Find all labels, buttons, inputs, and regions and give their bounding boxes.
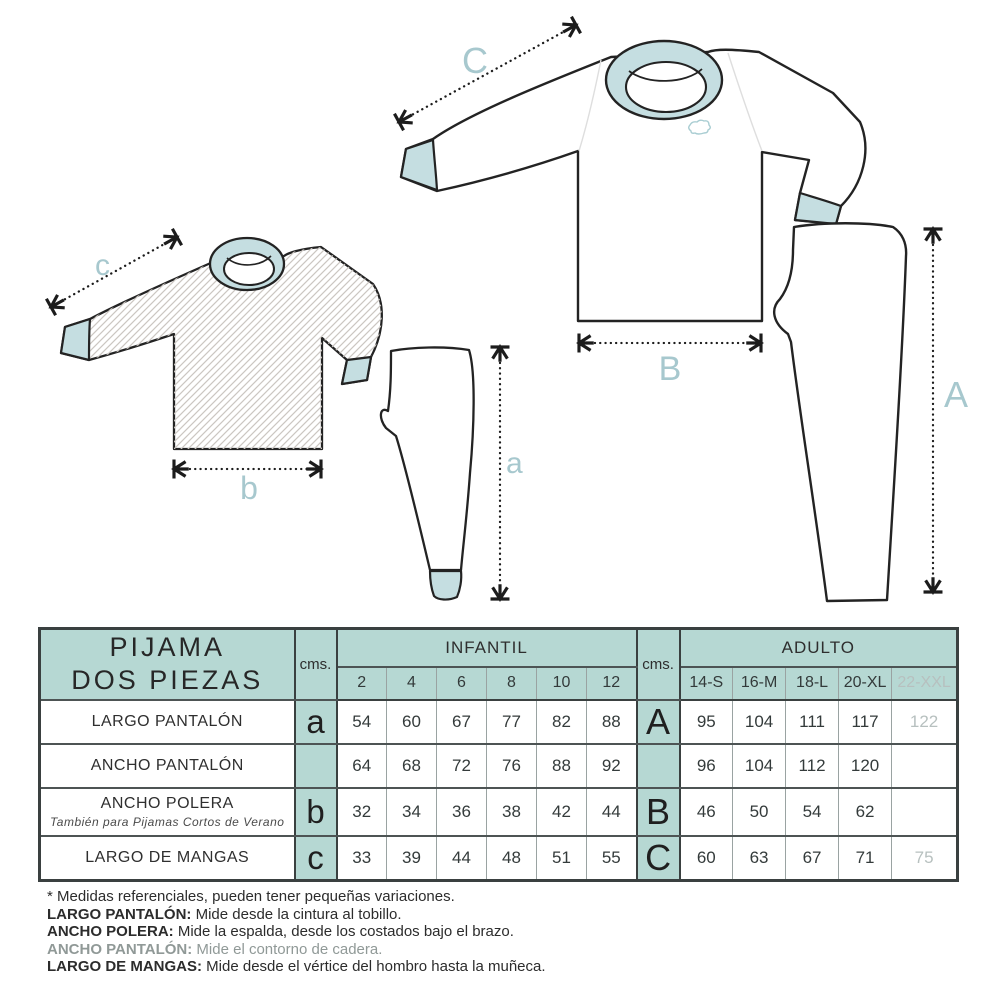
letter-cell-child: c — [295, 836, 337, 881]
size-header: 20-XL — [839, 667, 892, 700]
size-header-faded: 22-XXL — [892, 667, 958, 700]
letter-cell-child: b — [295, 788, 337, 836]
value-cell: 33 — [337, 836, 387, 881]
letter-cell-adult — [637, 744, 680, 788]
value-cell: 82 — [537, 700, 587, 744]
value-cell: 120 — [839, 744, 892, 788]
value-cell: 76 — [487, 744, 537, 788]
footnote-label: LARGO PANTALÓN: — [47, 905, 192, 923]
footnote-text: * Medidas referenciales, pueden tener pequeñas variaciones. — [47, 888, 455, 905]
value-cell: 62 — [839, 788, 892, 836]
value-cell: 88 — [587, 700, 637, 744]
unit-label-child: cms. — [295, 629, 337, 700]
value-cell: 39 — [387, 836, 437, 881]
letter-cell-adult: A — [637, 700, 680, 744]
label-adult-sleeve-C: C — [462, 40, 488, 81]
footnote-text: Mide desde el vértice del hombro hasta la muñeca. — [202, 958, 546, 975]
value-cell: 64 — [337, 744, 387, 788]
value-cell: 72 — [437, 744, 487, 788]
value-cell: 55 — [587, 836, 637, 881]
adult-pants-drawing — [774, 223, 906, 601]
size-header: 4 — [387, 667, 437, 700]
value-cell: 67 — [437, 700, 487, 744]
label-adult-width-B: B — [658, 350, 682, 388]
child-pants-ankle-cuff — [430, 571, 461, 600]
label-adult-pant-A: A — [944, 374, 969, 415]
value-cell: 96 — [680, 744, 733, 788]
size-table — [38, 627, 959, 882]
value-cell: 46 — [680, 788, 733, 836]
size-header: 2 — [337, 667, 387, 700]
value-cell: 32 — [337, 788, 387, 836]
measure-label — [40, 788, 295, 836]
size-header: 16-M — [733, 667, 786, 700]
value-cell: 54 — [786, 788, 839, 836]
size-header: 14-S — [680, 667, 733, 700]
table-row — [40, 836, 958, 881]
value-cell: 111 — [786, 700, 839, 744]
measure-label-text: ANCHO POLERA — [100, 794, 234, 812]
value-cell: 48 — [487, 836, 537, 881]
size-header: 18-L — [786, 667, 839, 700]
measure-label: LARGO PANTALÓN — [40, 700, 295, 744]
table-title — [40, 629, 295, 700]
value-cell-faded: 122 — [892, 700, 958, 744]
size-header: 10 — [537, 667, 587, 700]
size-header: 6 — [437, 667, 487, 700]
group-header-adulto: ADULTO — [680, 629, 958, 667]
value-cell: 60 — [680, 836, 733, 881]
table-title-line2: DOS PIEZAS — [71, 665, 264, 696]
child-pants-drawing — [381, 347, 474, 599]
child-shirt-collar-inner — [224, 253, 274, 285]
table-title-line1: PIJAMA — [109, 632, 226, 663]
footnote-label: LARGO DE MANGAS: — [47, 958, 202, 975]
value-cell: 104 — [733, 700, 786, 744]
value-cell: 95 — [680, 700, 733, 744]
table-row — [40, 788, 958, 836]
footnote-text: Mide la espalda, desde los costados bajo el brazo. — [173, 923, 514, 940]
measure-label: ANCHO PANTALÓN — [40, 744, 295, 788]
value-cell: 77 — [487, 700, 537, 744]
value-cell: 117 — [839, 700, 892, 744]
value-cell-faded — [892, 744, 958, 788]
value-cell: 67 — [786, 836, 839, 881]
value-cell: 36 — [437, 788, 487, 836]
value-cell: 92 — [587, 744, 637, 788]
footnote-ancho-pantalon — [47, 941, 546, 959]
label-child-sleeve-c: c — [95, 249, 110, 282]
child-shirt-left-cuff — [61, 319, 90, 360]
unit-label-adult: cms. — [637, 629, 680, 700]
footnote-largo-mangas — [47, 958, 546, 976]
footnotes — [47, 888, 546, 976]
child-shirt-right-cuff — [342, 357, 371, 384]
size-header: 8 — [487, 667, 537, 700]
table-row — [40, 700, 958, 744]
value-cell: 34 — [387, 788, 437, 836]
letter-cell-child — [295, 744, 337, 788]
value-cell: 50 — [733, 788, 786, 836]
value-cell: 60 — [387, 700, 437, 744]
value-cell: 44 — [437, 836, 487, 881]
adult-shirt-collar-inner — [626, 62, 706, 112]
adult-pants-body — [774, 223, 906, 601]
footnote-text: Mide desde la cintura al tobillo. — [191, 905, 402, 923]
group-header-infantil: INFANTIL — [337, 629, 637, 667]
value-cell: 63 — [733, 836, 786, 881]
label-child-pant-a: a — [506, 447, 523, 480]
footnote-largo-pantalon — [47, 906, 546, 924]
value-cell: 88 — [537, 744, 587, 788]
measure-label: LARGO DE MANGAS — [40, 836, 295, 881]
label-child-width-b: b — [240, 470, 258, 506]
value-cell-faded: 75 — [892, 836, 958, 881]
size-header: 12 — [587, 667, 637, 700]
value-cell: 68 — [387, 744, 437, 788]
footnote-disclaimer — [47, 888, 546, 906]
adult-shirt-left-cuff — [401, 140, 437, 190]
footnote-label: ANCHO POLERA: — [47, 923, 174, 940]
value-cell: 42 — [537, 788, 587, 836]
value-cell: 104 — [733, 744, 786, 788]
letter-cell-adult: B — [637, 788, 680, 836]
table-row — [40, 744, 958, 788]
value-cell: 112 — [786, 744, 839, 788]
value-cell: 54 — [337, 700, 387, 744]
footnote-ancho-polera — [47, 923, 546, 941]
measure-sublabel: También para Pijamas Cortos de Verano — [50, 814, 285, 829]
value-cell: 38 — [487, 788, 537, 836]
child-pants-body — [381, 347, 474, 570]
value-cell: 71 — [839, 836, 892, 881]
header-group-row — [40, 629, 958, 667]
value-cell-faded — [892, 788, 958, 836]
footnote-text: Mide el contorno de cadera. — [192, 940, 383, 958]
value-cell: 51 — [537, 836, 587, 881]
footnote-label: ANCHO PANTALÓN: — [47, 940, 193, 958]
value-cell: 44 — [587, 788, 637, 836]
letter-cell-child: a — [295, 700, 337, 744]
letter-cell-adult: C — [637, 836, 680, 881]
